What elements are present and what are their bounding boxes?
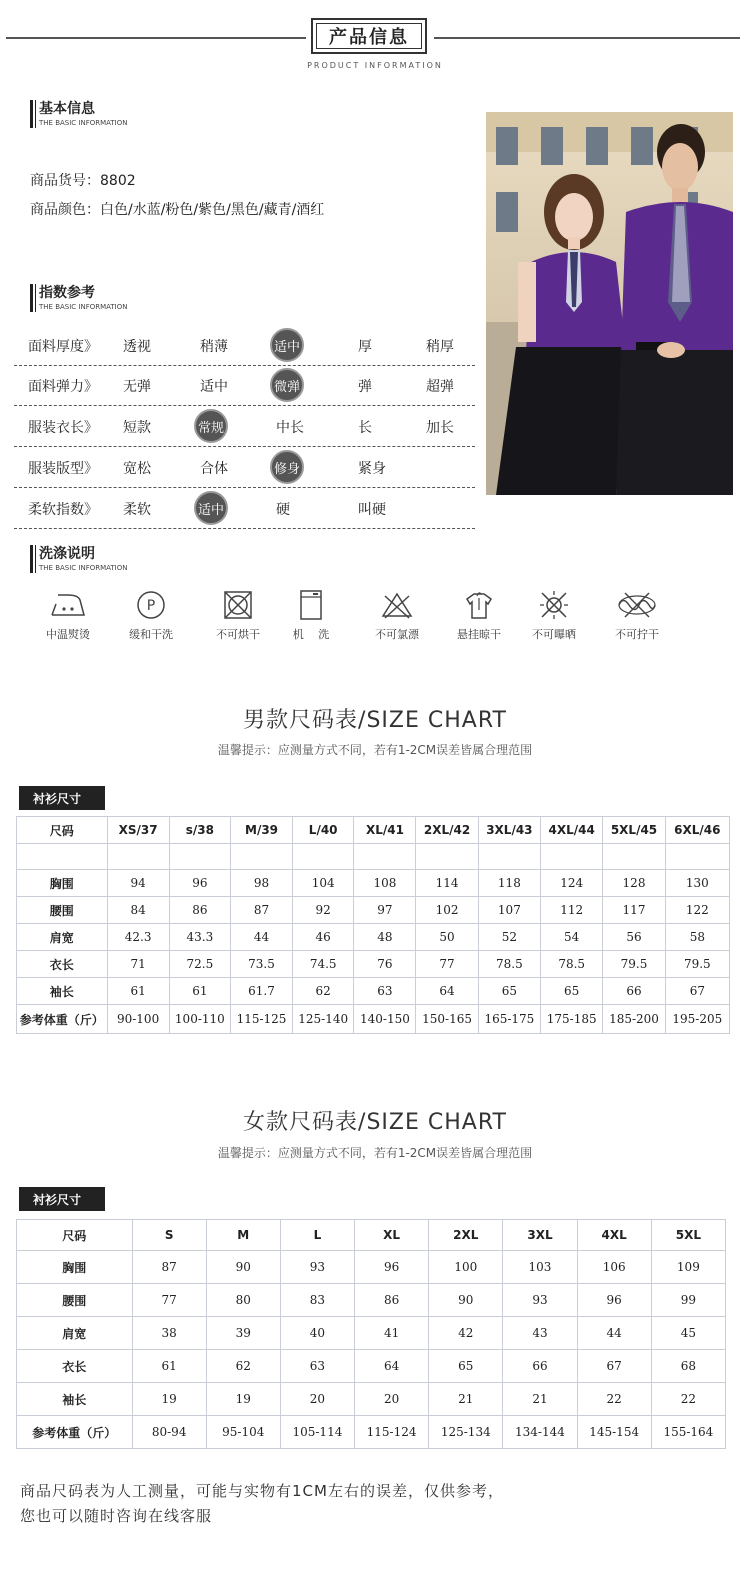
table-cell [665,844,729,870]
table-cell: 100 [429,1251,503,1284]
index-row [28,366,475,406]
table-row [17,844,730,870]
table-cell: 130 [665,870,729,897]
table-cell: 86 [355,1284,429,1317]
table-cell: 62 [292,978,354,1005]
index-option: 柔软 [123,502,151,518]
table-header-row [17,817,730,844]
table-cell: 79.5 [665,951,729,978]
table-cell: 41 [355,1317,429,1350]
table-cell: 86 [169,897,231,924]
index-row-label: 服装衣长》 [28,420,98,436]
table-cell: 22 [651,1383,725,1416]
care-item [116,590,186,642]
table-cell: 衣长 [17,1350,133,1383]
table-cell: 90 [429,1284,503,1317]
table-cell: 63 [354,978,416,1005]
index-option: 加长 [426,420,454,436]
table-cell: 66 [503,1350,577,1383]
table-cell: 45 [651,1317,725,1350]
table-row [17,1350,726,1383]
table-cell: 21 [429,1383,503,1416]
care-item [602,590,672,642]
table-cell: 73.5 [231,951,293,978]
index-option-selected: 常规 [194,409,228,443]
table-cell: 124 [541,870,603,897]
table-cell: 44 [577,1317,651,1350]
table-cell: 65 [429,1350,503,1383]
table-cell: 67 [665,978,729,1005]
table-cell: 105-114 [280,1416,354,1449]
care-label: 缓和干洗 [129,628,173,641]
table-cell: 134-144 [503,1416,577,1449]
table-cell: 78.5 [541,951,603,978]
table-cell [17,844,108,870]
table-cell: 74.5 [292,951,354,978]
table-cell: 93 [280,1251,354,1284]
women-chart-title: 女款尺码表/SIZE CHART [243,1110,507,1135]
table-cell: 3XL/43 [478,817,540,844]
table-cell: 尺码 [17,1220,133,1251]
table-cell: 67 [577,1350,651,1383]
table-cell: 2XL [429,1220,503,1251]
care-label: 不可曝晒 [532,628,576,641]
index-row-label: 面料弹力》 [28,379,98,395]
table-cell: 50 [416,924,478,951]
footer-note-line1: 商品尺码表为人工测量，可能与实物有1CM左右的误差，仅供参考， [20,1482,504,1500]
index-row-label: 面料厚度》 [28,339,98,355]
table-cell: 64 [416,978,478,1005]
table-cell: 94 [107,870,169,897]
index-option: 厚 [358,339,372,355]
table-cell: 106 [577,1251,651,1284]
table-cell: 腰围 [17,1284,133,1317]
index-option: 超弹 [426,379,454,395]
table-cell: 肩宽 [17,1317,133,1350]
table-cell: 122 [665,897,729,924]
table-cell: 腰围 [17,897,108,924]
section-subtitle: THE BASIC INFORMATION [39,303,128,311]
table-cell: M [206,1220,280,1251]
care-label: 悬挂晾干 [457,628,501,641]
index-option-selected: 适中 [270,328,304,362]
table-cell: 62 [206,1350,280,1383]
table-cell: 61 [132,1350,206,1383]
table-cell: 92 [292,897,354,924]
table-cell: 袖长 [17,1383,133,1416]
table-row [17,870,730,897]
index-option: 无弹 [123,379,151,395]
index-option: 硬 [276,502,290,518]
section-subtitle: THE BASIC INFORMATION [39,119,128,127]
index-row [28,407,475,447]
table-cell: s/38 [169,817,231,844]
table-cell: 22 [577,1383,651,1416]
table-cell: 参考体重（斤） [17,1005,108,1034]
table-cell: 90 [206,1251,280,1284]
table-cell: 61 [169,978,231,1005]
table-cell: 46 [292,924,354,951]
table-cell: 145-154 [577,1416,651,1449]
table-cell: 76 [354,951,416,978]
table-row [17,978,730,1005]
table-cell: 78.5 [478,951,540,978]
table-cell: 64 [355,1350,429,1383]
table-cell: 56 [603,924,665,951]
table-row [17,897,730,924]
table-cell: 65 [541,978,603,1005]
table-cell: 71 [107,951,169,978]
index-row-label: 柔软指数》 [28,502,98,518]
table-cell: 61.7 [231,978,293,1005]
index-option: 稍薄 [200,339,228,355]
table-cell: 39 [206,1317,280,1350]
index-option: 叫硬 [358,502,386,518]
table-cell: 140-150 [354,1005,416,1034]
color-line [30,199,324,219]
table-row [17,1416,726,1449]
index-option: 弹 [358,379,372,395]
men-chart-tip: 温馨提示：应测量方式不同，若有1-2CM误差皆属合理范围 [217,743,533,757]
table-header-row [17,1220,726,1251]
table-row [17,924,730,951]
table-cell: 77 [416,951,478,978]
index-option: 适中 [200,379,228,395]
color-value: 白色/水蓝/粉色/紫色/黑色/藏青/酒红 [100,202,325,218]
table-cell: 185-200 [603,1005,665,1034]
care-item [519,590,589,642]
table-cell: 93 [503,1284,577,1317]
table-cell: 165-175 [478,1005,540,1034]
table-cell: 150-165 [416,1005,478,1034]
women-size-table [16,1219,726,1449]
table-cell: 40 [280,1317,354,1350]
svg-text:P: P [146,598,156,614]
table-cell: 52 [478,924,540,951]
table-cell: 44 [231,924,293,951]
table-cell: 103 [503,1251,577,1284]
table-cell [541,844,603,870]
table-cell: 43.3 [169,924,231,951]
table-cell: 48 [354,924,416,951]
table-cell: 104 [292,870,354,897]
table-cell: L [280,1220,354,1251]
table-cell: 参考体重（斤） [17,1416,133,1449]
header-title: 产品信息 [329,27,409,48]
table-cell: XS/37 [107,817,169,844]
table-cell: 80 [206,1284,280,1317]
table-cell [416,844,478,870]
table-cell [478,844,540,870]
table-cell: 42 [429,1317,503,1350]
table-cell: XL/41 [354,817,416,844]
table-cell: 97 [354,897,416,924]
table-cell: S [132,1220,206,1251]
table-cell: 43 [503,1317,577,1350]
product-photo [486,112,733,495]
footer-note-line2: 您也可以随时咨询在线客服 [20,1507,213,1525]
index-option: 透视 [123,339,151,355]
table-cell [603,844,665,870]
table-cell: 87 [132,1251,206,1284]
table-cell: 20 [280,1383,354,1416]
table-cell: 90-100 [107,1005,169,1034]
care-item [276,590,346,642]
index-row-label: 服装版型》 [28,461,98,477]
header-title-box [311,18,427,54]
care-label: 不可烘干 [216,628,260,641]
index-option: 短款 [123,420,151,436]
table-cell: 128 [603,870,665,897]
table-cell: 98 [231,870,293,897]
table-cell: 66 [603,978,665,1005]
table-cell: 118 [478,870,540,897]
table-row [17,1005,730,1034]
care-label: 不可拧干 [615,628,659,641]
index-row [28,326,475,366]
table-cell: 肩宽 [17,924,108,951]
table-cell: 38 [132,1317,206,1350]
table-cell: 3XL [503,1220,577,1251]
table-cell: 195-205 [665,1005,729,1034]
care-label: 机 洗 [292,628,330,641]
men-size-table [16,816,730,1034]
table-cell: 96 [169,870,231,897]
index-option-selected: 微弹 [270,368,304,402]
table-cell: 2XL/42 [416,817,478,844]
table-cell: 5XL/45 [603,817,665,844]
table-cell: 5XL [651,1220,725,1251]
table-cell: 21 [503,1383,577,1416]
index-option: 稍厚 [426,339,454,355]
table-cell: 80-94 [132,1416,206,1449]
care-label: 不可氯漂 [375,628,419,641]
no-wring-icon [615,590,659,620]
color-label: 商品颜色： [30,202,100,218]
dry-clean-p-icon [131,590,171,620]
men-table-tag: 衬衫尺寸 [19,786,105,810]
table-cell: M/39 [231,817,293,844]
machine-wash-icon [291,590,331,620]
index-option-selected: 修身 [270,450,304,484]
table-cell: 125-140 [292,1005,354,1034]
table-cell: 79.5 [603,951,665,978]
table-cell: 87 [231,897,293,924]
table-cell [354,844,416,870]
table-cell: 96 [577,1284,651,1317]
care-item [203,590,273,642]
table-cell: 100-110 [169,1005,231,1034]
care-item [33,590,103,642]
table-cell [231,844,293,870]
index-option: 合体 [200,461,228,477]
table-cell: 20 [355,1383,429,1416]
table-cell: XL [355,1220,429,1251]
index-option: 长 [358,420,372,436]
table-cell: L/40 [292,817,354,844]
sku-line [30,170,136,190]
table-cell: 115-125 [231,1005,293,1034]
table-cell: 4XL/44 [541,817,603,844]
men-chart-title: 男款尺码表/SIZE CHART [243,708,507,733]
table-cell: 83 [280,1284,354,1317]
table-cell: 117 [603,897,665,924]
table-cell: 108 [354,870,416,897]
header-line-left [6,37,306,39]
table-cell: 54 [541,924,603,951]
index-option: 中长 [276,420,304,436]
table-cell: 102 [416,897,478,924]
care-label: 中温熨烫 [46,628,90,641]
section-title: 洗涤说明 [39,546,95,562]
table-cell: 72.5 [169,951,231,978]
index-row [28,448,475,488]
table-cell: 6XL/46 [665,817,729,844]
table-row [17,1383,726,1416]
iron-icon [48,590,88,620]
table-cell: 4XL [577,1220,651,1251]
table-cell: 58 [665,924,729,951]
table-cell: 112 [541,897,603,924]
table-cell: 袖长 [17,978,108,1005]
sku-value: 8802 [100,173,136,189]
table-cell: 77 [132,1284,206,1317]
table-cell: 尺码 [17,817,108,844]
table-cell: 125-134 [429,1416,503,1449]
care-item [362,590,432,642]
table-cell: 155-164 [651,1416,725,1449]
header-line-right [434,37,740,39]
index-option: 宽松 [123,461,151,477]
table-cell [292,844,354,870]
no-sun-icon [534,590,574,620]
table-cell: 96 [355,1251,429,1284]
table-row [17,951,730,978]
section-title: 基本信息 [39,101,95,117]
sku-label: 商品货号： [30,173,100,189]
no-tumble-dry-icon [218,590,258,620]
table-cell: 84 [107,897,169,924]
table-cell: 107 [478,897,540,924]
table-cell [107,844,169,870]
women-chart-tip: 温馨提示：应测量方式不同，若有1-2CM误差皆属合理范围 [217,1146,533,1160]
table-cell: 109 [651,1251,725,1284]
women-table-tag: 衬衫尺寸 [19,1187,105,1211]
header-subtitle: PRODUCT INFORMATION [307,61,443,70]
table-cell: 19 [132,1383,206,1416]
index-option: 紧身 [358,461,386,477]
table-cell: 115-124 [355,1416,429,1449]
table-row [17,1317,726,1350]
care-item [444,590,514,642]
table-cell [169,844,231,870]
table-row [17,1251,726,1284]
table-cell: 胸围 [17,870,108,897]
table-cell: 42.3 [107,924,169,951]
table-cell: 63 [280,1350,354,1383]
table-row [17,1284,726,1317]
section-title: 指数参考 [39,285,95,301]
table-cell: 99 [651,1284,725,1317]
table-cell: 19 [206,1383,280,1416]
index-option-selected: 适中 [194,491,228,525]
table-cell: 68 [651,1350,725,1383]
table-cell: 衣长 [17,951,108,978]
table-cell: 114 [416,870,478,897]
table-cell: 胸围 [17,1251,133,1284]
table-cell: 95-104 [206,1416,280,1449]
section-subtitle: THE BASIC INFORMATION [39,564,128,572]
index-row [28,489,475,529]
table-cell: 175-185 [541,1005,603,1034]
table-cell: 65 [478,978,540,1005]
table-cell: 61 [107,978,169,1005]
hang-dry-icon [459,590,499,620]
no-bleach-icon [377,590,417,620]
